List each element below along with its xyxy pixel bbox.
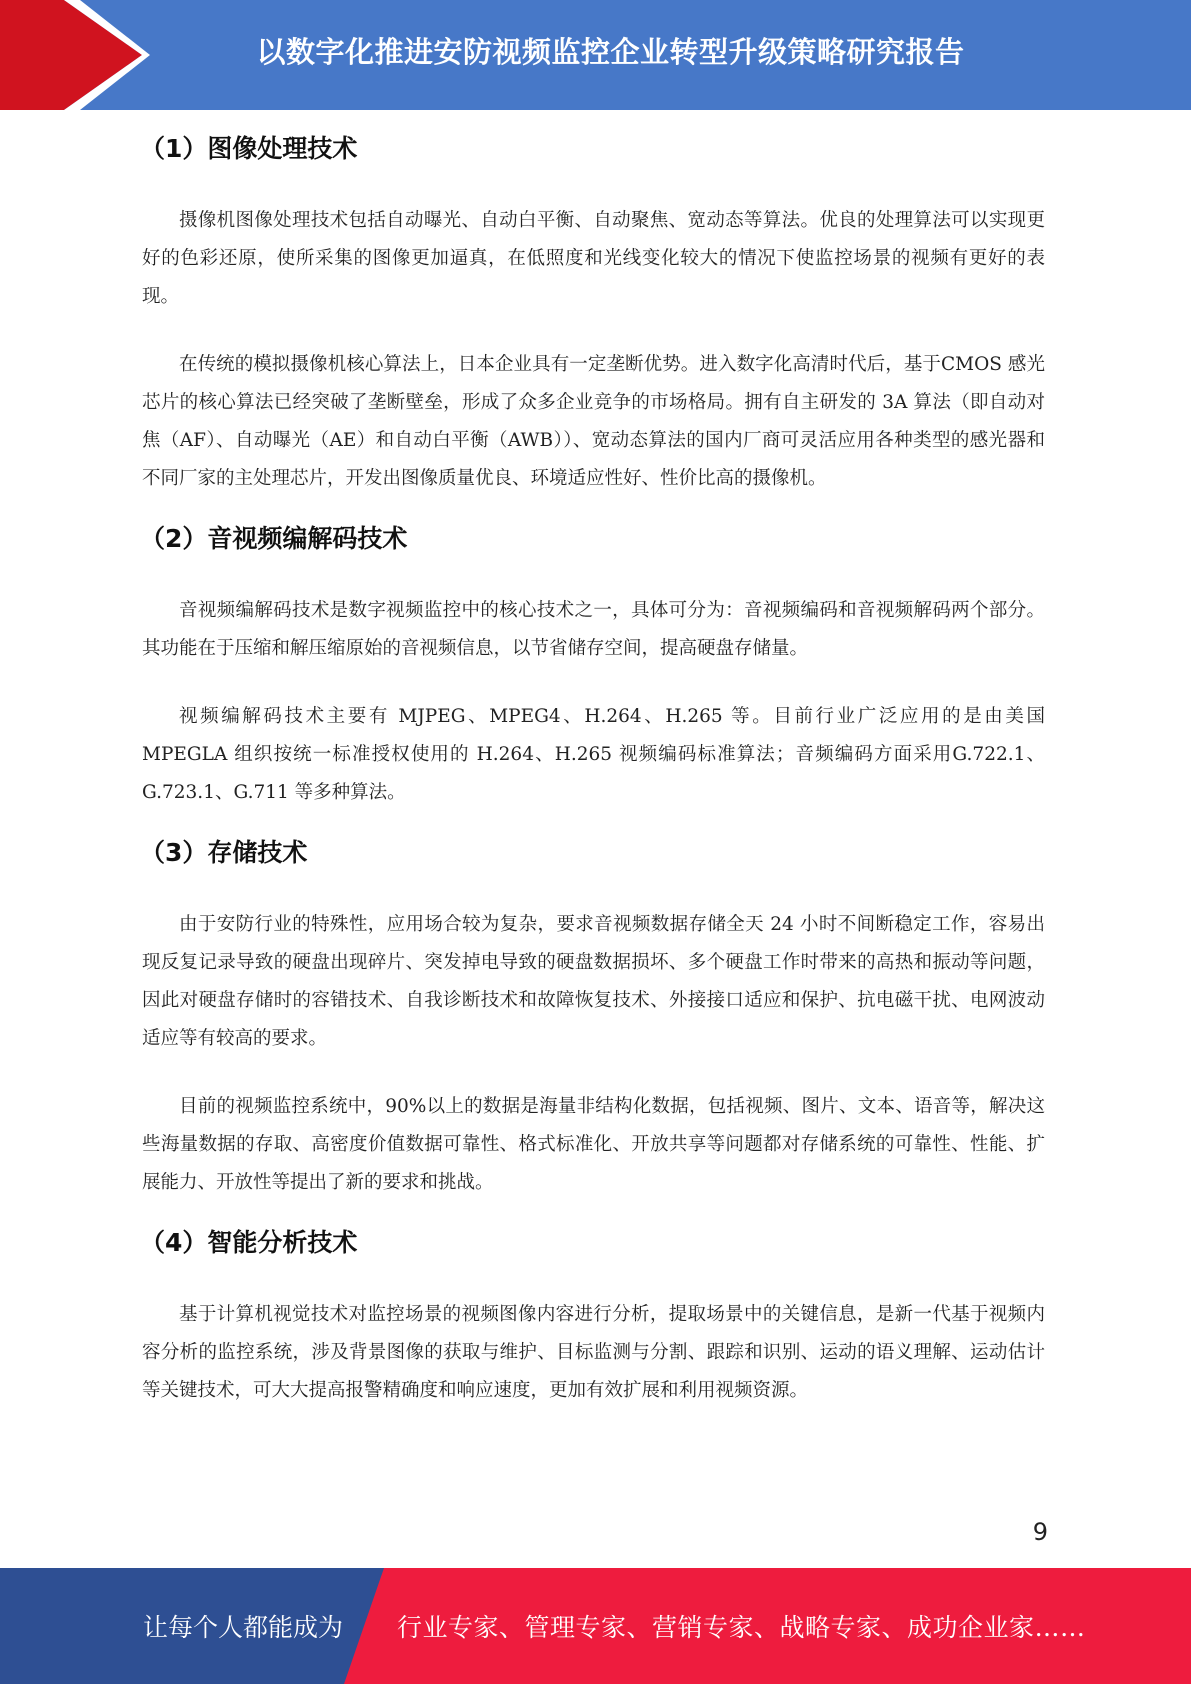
report-title: 以数字化推进安防视频监控企业转型升级策略研究报告 (256, 34, 965, 69)
paragraph: 由于安防行业的特殊性，应用场合较为复杂，要求音视频数据存储全天 24 小时不间断稳定工作，容易出现反复记录导致的硬盘出现碎片、突发掉电导致的硬盘数据损坏、多个硬盘工作时带来的高热和振动等问题，因此对硬盘存储时的容错技术、自我诊断技术和故障恢复技术、外接接口适应和保护、抗电磁干扰、电网波动适应等有较高的要求。 (142, 914, 1045, 1049)
footer-slogan-left: 让每个人都能成为 (143, 1613, 344, 1642)
document-body (142, 124, 1045, 1410)
section-heading-intelligent-analysis: （4）智能分析技术 (140, 1228, 358, 1257)
section-heading-codec: （2）音视频编解码技术 (140, 524, 408, 553)
red-chevron (0, 0, 142, 110)
paragraph: 基于计算机视觉技术对监控场景的视频图像内容进行分析，提取场景中的关键信息，是新一代基于视频内容分析的监控系统，涉及背景图像的获取与维护、目标监测与分割、跟踪和识别、运动的语义理解、运动估计等关键技术，可大大提高报警精确度和响应速度，更加有效扩展和利用视频资源。 (142, 1304, 1045, 1401)
page-header (0, 0, 1191, 110)
header-chevron-decoration (0, 0, 160, 110)
footer-slogan-right: 行业专家、管理专家、营销专家、战略专家、成功企业家…… (397, 1613, 1086, 1642)
paragraph: 目前的视频监控系统中，90%以上的数据是海量非结构化数据，包括视频、图片、文本、语音等，解决这些海量数据的存取、高密度价值数据可靠性、格式标准化、开放共享等问题都对存储系统的可靠性、性能、扩展能力、开放性等提出了新的要求和挑战。 (142, 1096, 1045, 1193)
section-heading-storage: （3）存储技术 (140, 838, 308, 867)
paragraph: 摄像机图像处理技术包括自动曝光、自动白平衡、自动聚焦、宽动态等算法。优良的处理算法可以实现更好的色彩还原，使所采集的图像更加逼真，在低照度和光线变化较大的情况下使监控场景的视频有更好的表现。 (142, 210, 1045, 307)
page-number: 9 (1032, 1518, 1048, 1546)
section-heading-image-processing: （1）图像处理技术 (140, 134, 358, 163)
paragraph: 视频编解码技术主要有 MJPEG、MPEG4、H.264、H.265 等。目前行业广泛应用的是由美国MPEGLA 组织按统一标准授权使用的 H.264、H.265 视频编码标准算法；音频编码方面采用G.722.1、G.723.1、G.711 等多种算法。 (142, 706, 1045, 803)
paragraph: 音视频编解码技术是数字视频监控中的核心技术之一，具体可分为：音视频编码和音视频解码两个部分。其功能在于压缩和解压缩原始的音视频信息，以节省储存空间，提高硬盘存储量。 (142, 600, 1045, 659)
page-footer (0, 1568, 1191, 1684)
paragraph: 在传统的模拟摄像机核心算法上，日本企业具有一定垄断优势。进入数字化高清时代后，基于CMOS 感光芯片的核心算法已经突破了垄断壁垒，形成了众多企业竞争的市场格局。拥有自主研发的 3A 算法（即自动对焦（AF）、自动曝光（AE）和自动白平衡（AWB））、宽动态算法的国内厂商可灵活应用各种类型的感光器和不同厂家的主处理芯片，开发出图像质量优良、环境适应性好、性价比高的摄像机。 (142, 354, 1045, 489)
